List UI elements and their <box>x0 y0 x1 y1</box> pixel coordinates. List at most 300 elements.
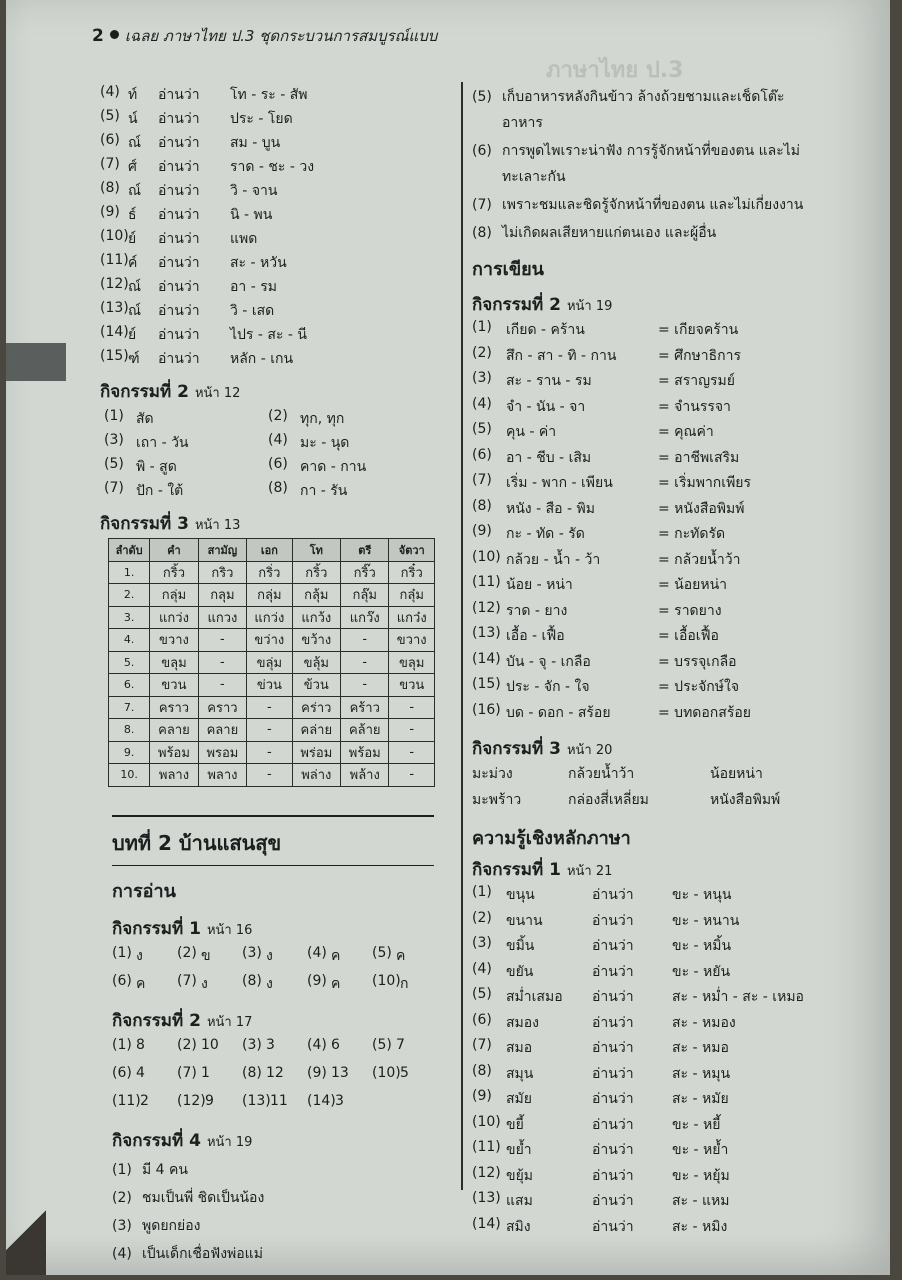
reading-pair-row <box>100 324 445 348</box>
item-word: สมอ <box>506 1040 533 1056</box>
item-number: (5) <box>472 986 492 1002</box>
item-number: (14) <box>100 324 129 340</box>
answer-row <box>472 1139 817 1165</box>
item-number: (11) <box>100 252 129 268</box>
item-number: (8) <box>472 1062 492 1079</box>
table-cell: - <box>389 741 435 764</box>
item-char: ณ์ <box>128 279 141 295</box>
item-number: (4) <box>307 1036 327 1053</box>
answer-row <box>472 472 817 498</box>
joined-word: = กะทัดรัด <box>658 526 726 542</box>
reads-as: อ่านว่า <box>158 111 200 127</box>
table-cell: - <box>247 741 292 764</box>
item-answer: ง <box>201 975 208 992</box>
activity-heading: กิจกรรมที่ 1 หน้า 21 <box>472 860 613 880</box>
item-char: ณ์ <box>128 303 141 319</box>
answer-word: มะพร้าว <box>472 792 522 808</box>
item-number: (6) <box>112 972 132 989</box>
reads-as: อ่านว่า <box>592 963 634 980</box>
answer-word: กล่องสี่เหลี่ยม <box>568 792 649 808</box>
item-number: (12) <box>100 276 129 292</box>
table-cell: - <box>389 719 435 742</box>
joined-word: = หนังสือพิมพ์ <box>658 500 745 517</box>
reads-as: อ่านว่า <box>592 989 634 1005</box>
syllables: บด - ดอก - สร้อย <box>506 704 611 721</box>
pronunciation: วิ - เสด <box>230 303 275 319</box>
item-answer: ชมเป็นพี่ ชิดเป็นน้อง <box>142 1189 265 1206</box>
pronunciation: หลัก - เกน <box>230 351 294 367</box>
reads-as: อ่านว่า <box>158 255 200 271</box>
answer-row <box>472 676 817 702</box>
item-number: (9) <box>307 972 327 989</box>
table-row <box>109 561 435 584</box>
table-cell: กลุม <box>198 584 246 607</box>
item-number: (5) <box>472 89 492 105</box>
item-answer: 12 <box>266 1064 284 1081</box>
item-answer: กา - รัน <box>300 483 348 499</box>
page-corner-fold <box>6 1185 46 1275</box>
table-cell: คราว <box>150 696 198 719</box>
pronunciation: แพด <box>230 231 258 247</box>
table-cell: แกวง <box>198 606 246 629</box>
page-edge-tab <box>6 343 66 381</box>
joined-word: = อาชีพเสริม <box>658 449 740 466</box>
pronunciation: ขะ - หมิ้น <box>672 938 732 954</box>
item-number: (14) <box>472 650 501 667</box>
answer-row <box>472 702 817 728</box>
table-cell: พล้าง <box>341 764 389 787</box>
answer-row <box>472 1063 817 1089</box>
table-cell: แกว่ง <box>247 606 292 629</box>
item-number: (9) <box>472 523 492 539</box>
answer-row <box>472 763 817 789</box>
table-cell: 10. <box>109 764 150 787</box>
pronunciation: สะ - หมุน <box>672 1065 731 1082</box>
answer-row <box>472 884 817 910</box>
item-char: ณ์ <box>128 135 141 151</box>
item-answer: 2 <box>140 1092 149 1109</box>
answer-word: หนังสือพิมพ์ <box>710 792 781 808</box>
table-row <box>109 719 435 742</box>
joined-word: = สราญรมย์ <box>658 373 735 389</box>
answer-row <box>472 447 817 473</box>
reads-as: อ่านว่า <box>592 1040 634 1056</box>
reads-as: อ่านว่า <box>592 1193 634 1209</box>
activity-heading: กิจกรรมที่ 2 หน้า 17 <box>112 1010 253 1031</box>
item-char: ธ์ <box>128 207 137 223</box>
table-cell: กริ้ว <box>150 561 198 584</box>
table-header: โท <box>292 539 340 562</box>
item-number: (6) <box>472 1011 492 1028</box>
item-number: (11) <box>112 1092 141 1109</box>
item-number: (6) <box>472 143 492 159</box>
table-cell: - <box>198 629 246 652</box>
answer-row <box>112 1157 445 1183</box>
item-number: (7) <box>472 1037 492 1053</box>
item-number: (12) <box>472 599 501 616</box>
item-number: (5) <box>372 1036 392 1053</box>
item-number: (2) <box>472 344 492 361</box>
item-number: (10) <box>472 1113 501 1130</box>
syllables: อา - ชีบ - เสิม <box>506 449 592 466</box>
answer-row <box>472 549 817 575</box>
reads-as: อ่านว่า <box>592 912 634 929</box>
answer-row <box>472 84 817 136</box>
reads-as: อ่านว่า <box>158 303 200 319</box>
table-cell: - <box>389 696 435 719</box>
reading-pair-row <box>100 348 445 372</box>
act1-p16-answers <box>112 945 445 1001</box>
table-cell: แกว่ง <box>150 606 198 629</box>
pronunciation: อา - รม <box>230 279 277 295</box>
bullet-icon <box>110 30 119 39</box>
reads-as: อ่านว่า <box>592 938 634 954</box>
reads-as: อ่านว่า <box>158 87 200 103</box>
table-cell: 8. <box>109 719 150 742</box>
item-word: ขยี้ <box>506 1116 524 1133</box>
item-number: (12) <box>177 1092 206 1109</box>
activity-heading: กิจกรรมที่ 3 หน้า 13 <box>100 514 241 534</box>
joined-word: = ประจักษ์ใจ <box>658 679 740 695</box>
item-number: (4) <box>268 432 288 448</box>
pronunciation: ไปร - สะ - นี <box>230 327 307 343</box>
pronunciation: ขะ - หยัน <box>672 963 731 980</box>
joined-word: = กล้วยน้ำว้า <box>658 551 741 568</box>
table-cell: กลุ่ม <box>247 584 292 607</box>
item-word: ขย้ำ <box>506 1142 532 1158</box>
pronunciation: ราด - ชะ - วง <box>230 159 315 175</box>
item-answer: 5 <box>400 1064 409 1081</box>
syllables: หนัง - สือ - พิม <box>506 500 595 517</box>
column-divider <box>461 82 463 1190</box>
syllables: กะ - ทัด - รัด <box>506 526 585 542</box>
answer-word: กล้วยน้ำว้า <box>568 766 635 782</box>
answer-row <box>472 220 817 246</box>
item-number: (8) <box>472 497 492 514</box>
activity-heading: กิจกรรมที่ 2 หน้า 19 <box>472 295 613 315</box>
item-number: (10) <box>472 548 501 565</box>
table-cell: คล้าย <box>341 719 389 742</box>
answer-row <box>112 1213 445 1239</box>
item-number: (8) <box>100 180 120 196</box>
item-answer: ค <box>331 975 341 992</box>
answer-row <box>472 625 817 651</box>
table-cell: ขลุม <box>389 651 435 674</box>
item-number: (1) <box>104 408 124 424</box>
item-number: (2) <box>112 1189 132 1206</box>
answer-row <box>472 574 817 600</box>
item-answer: มะ - นุด <box>300 435 350 451</box>
table-cell: - <box>247 764 292 787</box>
reads-as: อ่านว่า <box>158 183 200 199</box>
answer-row <box>112 1093 445 1121</box>
answer-row <box>472 192 817 218</box>
item-word: สมิง <box>506 1218 531 1235</box>
left-column <box>100 84 445 1269</box>
item-word: ขมิ้น <box>506 938 535 954</box>
page-number: 2 <box>92 26 104 46</box>
item-number: (1) <box>112 1161 132 1178</box>
answer-row <box>472 1114 817 1140</box>
joined-word: = คุณค่า <box>658 424 714 440</box>
table-cell: ขวาง <box>389 629 435 652</box>
item-answer: 13 <box>331 1064 349 1081</box>
item-number: (2) <box>268 408 288 424</box>
table-cell: แกว๊ง <box>341 606 389 629</box>
item-word: แสม <box>506 1193 533 1209</box>
item-number: (1) <box>472 884 492 900</box>
pronunciation: วิ - จาน <box>230 183 278 199</box>
item-number: (4) <box>472 960 492 977</box>
item-number: (9) <box>100 204 120 220</box>
table-row <box>109 584 435 607</box>
item-char: ศ์ <box>128 159 137 175</box>
pronunciation: นิ - พน <box>230 207 273 223</box>
table-cell: กลุ่ม <box>150 584 198 607</box>
reads-as: อ่านว่า <box>592 1065 634 1082</box>
table-cell: พรอม <box>198 741 246 764</box>
item-number: (10) <box>372 1064 401 1081</box>
answer-row <box>100 408 445 432</box>
item-number: (10) <box>100 228 129 244</box>
pronunciation: ขะ - หนาน <box>672 912 740 929</box>
table-header: ตรี <box>341 539 389 562</box>
syllables: ราด - ยาง <box>506 602 568 619</box>
table-cell: 3. <box>109 606 150 629</box>
answer-row <box>112 1241 445 1267</box>
table-cell: ขวน <box>150 674 198 697</box>
table-cell: - <box>389 764 435 787</box>
joined-word: = ศึกษาธิการ <box>658 347 742 364</box>
item-answer: 4 <box>136 1064 145 1081</box>
act4-p19-answers-right <box>472 84 817 246</box>
answer-row <box>472 600 817 626</box>
table-cell: ขว่าง <box>247 629 292 652</box>
table-row <box>109 629 435 652</box>
item-answer: ค <box>331 947 341 964</box>
item-number: (9) <box>307 1064 327 1081</box>
item-number: (3) <box>112 1217 132 1234</box>
item-answer: ข <box>201 947 211 964</box>
table-cell: - <box>247 696 292 719</box>
reads-as: อ่านว่า <box>592 1142 634 1158</box>
table-row <box>109 606 435 629</box>
syllables: เกียด - คร้าน <box>506 322 585 338</box>
syllables: เริ่ม - พาก - เพียน <box>506 475 613 491</box>
item-answer: พูดยกย่อง <box>142 1217 201 1234</box>
table-row <box>109 674 435 697</box>
pronunciation: ขะ - หนุน <box>672 887 732 903</box>
reading-pair-row <box>100 228 445 252</box>
table-cell: 6. <box>109 674 150 697</box>
item-number: (5) <box>472 421 492 437</box>
item-number: (12) <box>472 1164 501 1181</box>
table-header: เอก <box>247 539 292 562</box>
item-number: (1) <box>112 944 132 961</box>
item-number: (7) <box>100 156 120 172</box>
item-number: (9) <box>472 1088 492 1104</box>
item-answer: 3 <box>335 1092 344 1109</box>
act4-p19-answers-left <box>112 1157 445 1267</box>
joined-word: = จำนรรจา <box>658 398 731 415</box>
item-char: ย์ <box>128 231 137 247</box>
table-cell: ขลุม <box>150 651 198 674</box>
pronunciation: โท - ระ - สัพ <box>230 87 308 103</box>
pronunciation: สะ - หมอ <box>672 1040 729 1056</box>
table-cell: 9. <box>109 741 150 764</box>
answer-row <box>112 973 445 1001</box>
item-number: (6) <box>112 1064 132 1081</box>
item-number: (5) <box>372 944 392 961</box>
item-number: (11) <box>472 1139 501 1155</box>
reading-pair-row <box>100 132 445 156</box>
table-cell: คลาย <box>150 719 198 742</box>
act2-p19-answers <box>472 319 817 727</box>
item-answer: ปัก - ใต้ <box>136 483 184 499</box>
reads-as: อ่านว่า <box>158 207 200 223</box>
item-char: ค์ <box>128 255 138 271</box>
item-answer: ค <box>396 947 406 964</box>
item-answer: เป็นเด็กเชื่อฟังพ่อแม่ <box>142 1245 263 1262</box>
pronunciation: สะ - หมิง <box>672 1218 728 1235</box>
answer-row <box>472 138 817 190</box>
answer-row <box>472 651 817 677</box>
item-number: (4) <box>472 395 492 412</box>
table-cell: ขว้าง <box>292 629 340 652</box>
syllables: กล้วย - น้ำ - ว้า <box>506 551 601 568</box>
act1-p21-answers <box>472 884 817 1241</box>
item-number: (1) <box>472 319 492 335</box>
pronunciation: สะ - หวัน <box>230 255 287 271</box>
table-cell: พร้อม <box>150 741 198 764</box>
answer-row <box>100 480 445 504</box>
table-cell: คลาย <box>198 719 246 742</box>
reads-as: อ่านว่า <box>592 1218 634 1235</box>
reads-as: อ่านว่า <box>158 135 200 151</box>
chapter-rule <box>112 815 434 817</box>
chapter-title: บทที่ 2 บ้านแสนสุข <box>112 830 282 855</box>
item-answer: ง <box>136 947 143 964</box>
joined-word: = ราดยาง <box>658 602 722 619</box>
answer-row <box>472 370 817 396</box>
item-number: (13) <box>472 625 501 641</box>
pronunciation: สม - บูน <box>230 135 281 151</box>
table-cell: - <box>341 651 389 674</box>
table-row <box>109 741 435 764</box>
answer-row <box>472 1165 817 1191</box>
table-cell: 7. <box>109 696 150 719</box>
item-answer: ก <box>400 975 409 992</box>
item-word: ขนาน <box>506 912 543 929</box>
item-answer: ง <box>266 947 273 964</box>
activity-heading: กิจกรรมที่ 2 หน้า 12 <box>100 382 241 402</box>
table-cell: - <box>247 719 292 742</box>
answer-row <box>100 432 445 456</box>
pronunciation: สะ - แหม <box>672 1193 730 1209</box>
act2-p12-answers <box>100 408 445 504</box>
answer-row <box>112 945 445 973</box>
reading-pair-row <box>100 204 445 228</box>
joined-word: = น้อยหน่า <box>658 577 728 593</box>
item-answer: ง <box>266 975 273 992</box>
item-answer: เพราะชมและชิดรู้จักหน้าที่ของตน และไม่เกี่ยงงาน <box>502 197 804 213</box>
show-through-title: ภาษาไทย ป.3 <box>546 58 684 83</box>
syllables: จำ - นัน - จา <box>506 398 586 415</box>
joined-word: = เอื้อเฟื้อ <box>658 628 719 644</box>
activity-heading: กิจกรรมที่ 4 หน้า 19 <box>112 1130 253 1151</box>
answer-row <box>472 1012 817 1038</box>
item-number: (2) <box>177 944 197 961</box>
table-cell: กริ้ว <box>292 561 340 584</box>
answer-row <box>472 910 817 936</box>
reads-as: อ่านว่า <box>158 279 200 295</box>
answer-row <box>112 1185 445 1211</box>
answer-row <box>472 789 817 815</box>
answer-row <box>472 1216 817 1242</box>
item-number: (7) <box>177 1064 197 1081</box>
syllables: บัน - จุ - เกลือ <box>506 653 591 670</box>
pronunciation: ขะ - หยี้ <box>672 1116 721 1133</box>
item-number: (2) <box>177 1036 197 1053</box>
item-answer: 6 <box>331 1036 340 1053</box>
table-cell: คราว <box>198 696 246 719</box>
item-answer: การพูดไพเราะน่าฟัง การรู้จักหน้าที่ของตน และไม่ทะเลาะกัน <box>502 143 801 185</box>
header-title: เฉลย ภาษาไทย ป.3 ชุดกระบวนการสมบูรณ์แบบ <box>124 27 438 45</box>
reads-as: อ่านว่า <box>592 887 634 903</box>
reading-pair-row <box>100 180 445 204</box>
reads-as: อ่านว่า <box>592 1116 634 1133</box>
item-answer: 9 <box>205 1092 214 1109</box>
running-header <box>92 24 437 48</box>
answer-row <box>112 1037 445 1065</box>
table-cell: กริ่ว <box>247 561 292 584</box>
table-cell: คล่าย <box>292 719 340 742</box>
item-number: (13) <box>472 1190 501 1206</box>
syllables: สึก - สา - ทิ - กาน <box>506 347 617 364</box>
right-column <box>472 84 817 1241</box>
table-cell: - <box>341 629 389 652</box>
act2-p17-answers <box>112 1037 445 1121</box>
item-number: (3) <box>472 370 492 386</box>
act3-p20-answers <box>472 763 817 815</box>
item-number: (3) <box>242 944 262 961</box>
pronunciation: ขะ - หยุ้ม <box>672 1167 730 1184</box>
reads-as: อ่านว่า <box>592 1091 634 1107</box>
item-number: (15) <box>100 348 129 364</box>
item-number: (8) <box>472 225 492 241</box>
item-word: ขยัน <box>506 963 534 980</box>
item-answer: ทุก, ทุก <box>300 411 345 427</box>
item-answer: 11 <box>270 1092 288 1109</box>
reading-pair-row <box>100 300 445 324</box>
reading-pair-row <box>100 276 445 300</box>
item-answer: 8 <box>136 1036 145 1053</box>
reads-as: อ่านว่า <box>158 231 200 247</box>
table-cell: - <box>198 674 246 697</box>
item-number: (3) <box>472 935 492 951</box>
section-heading: การเขียน <box>472 259 544 280</box>
table-cell: พล่าง <box>292 764 340 787</box>
reads-as: อ่านว่า <box>592 1014 634 1031</box>
table-cell: กลุ๋ม <box>389 584 435 607</box>
pronunciation: ประ - โยด <box>230 111 293 127</box>
item-answer: 7 <box>396 1036 405 1053</box>
activity-heading: กิจกรรมที่ 3 หน้า 20 <box>472 739 613 759</box>
joined-word: = เกียจคร้าน <box>658 322 739 338</box>
item-char: ท์ <box>128 87 138 103</box>
table-cell: แกว๋ง <box>389 606 435 629</box>
tone-table <box>108 538 435 787</box>
